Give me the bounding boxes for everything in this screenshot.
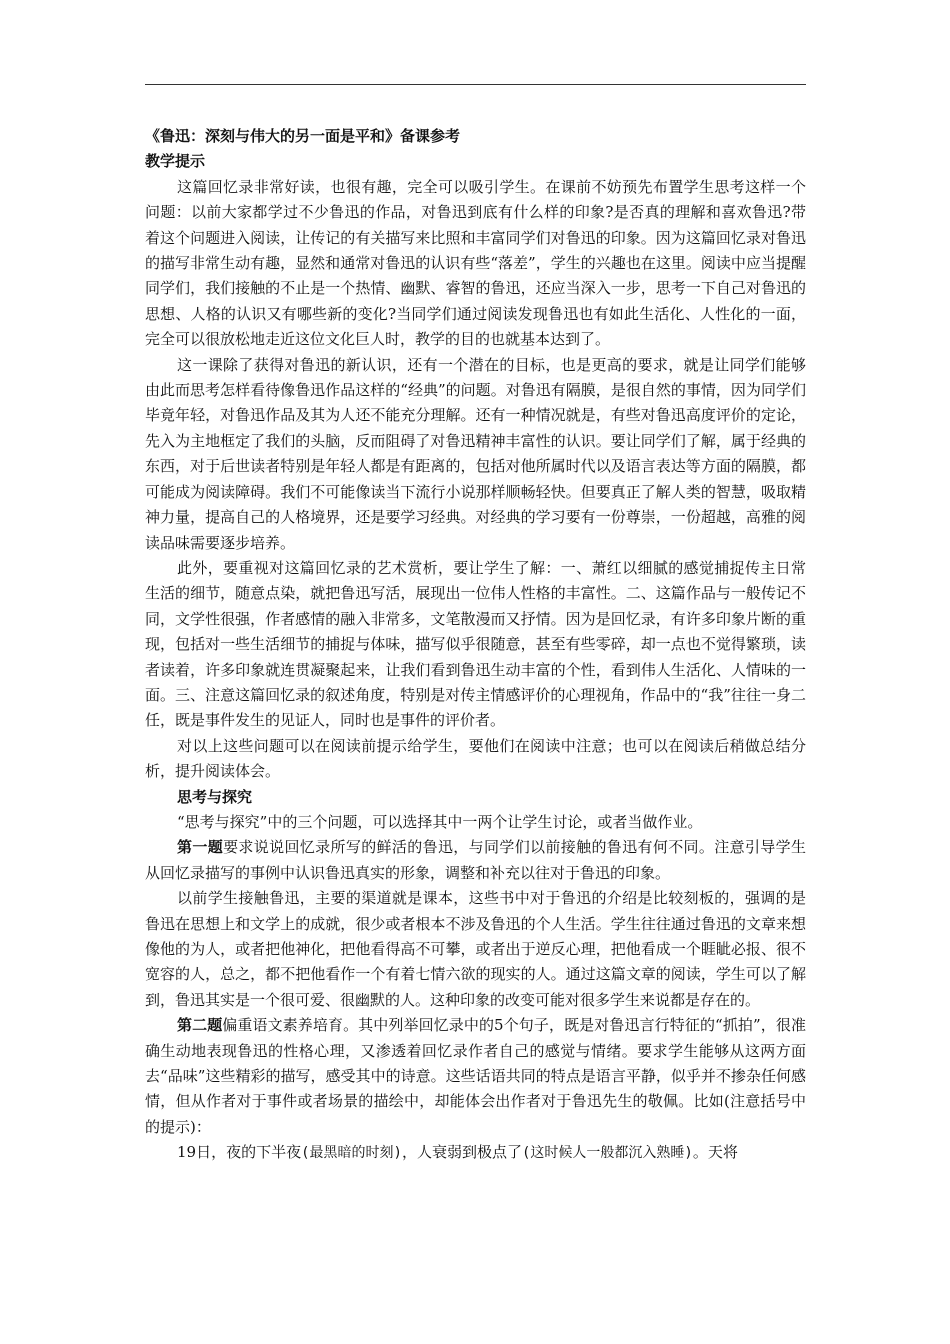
header-rule xyxy=(145,84,806,85)
question-two-paragraph xyxy=(145,1013,806,1140)
example-sentence xyxy=(145,1140,806,1166)
question-one-paragraph xyxy=(145,835,806,886)
example-text: 19日，夜的下半夜 xyxy=(177,1143,302,1162)
document-title: 《鲁迅：深刻与伟大的另一面是平和》备课参考 xyxy=(145,127,461,145)
question-one-text: 要求说说回忆录所写的鲜活的鲁迅，与同学们以前接触的鲁迅有何不同。注意引导学生从回忆录描写的事例中认识鲁迅真实的形象，调整和补充以往对于鲁迅的印象。 xyxy=(145,838,806,882)
document-body xyxy=(145,124,806,1167)
paragraph: 此外，要重视对这篇回忆录的艺术赏析，要让学生了解：一、萧红以细腻的感觉捕捉传主日常生活的细节，随意点染，就把鲁迅写活，展现出一位伟人性格的丰富性。二、这篇作品与一般传记不同，文学性很强，作者感情的融入非常多，文笔散漫而又抒情。因为是回忆录，有许多印象片断的重现，包括对一些生活细节的捕捉与体味，描写似乎很随意，甚至有些零碎，却一点也不觉得繁琐，读者读着，许多印象就连贯凝聚起来，让我们看到鲁迅生动丰富的个性，看到伟人生活化、人情味的一面。三、注意这篇回忆录的叙述角度，特别是对传主情感评价的心理视角，作品中的“我”往往一身二任，既是事件发生的见证人，同时也是事件的评价者。 xyxy=(145,558,806,730)
paragraph: 这篇回忆录非常好读，也很有趣，完全可以吸引学生。在课前不妨预先布置学生思考这样一个问题：以前大家都学过不少鲁迅的作品，对鲁迅到底有什么样的印象?是否真的理解和喜欢鲁迅?带着这个问题进入阅读，让传记的有关描写来比照和丰富同学们对鲁迅的印象。因为这篇回忆录对鲁迅的描写非常生动有趣，显然和通常对鲁迅的认识有些“落差”，学生的兴趣也在这里。阅读中应当提醒同学们，我们接触的不止是一个热情、幽默、睿智的鲁迅，还应当深入一步，思考一下自己对鲁迅的思想、人格的认识又有哪些新的变化?当同学们通过阅读发现鲁迅也有如此生活化、人性化的一面，完全可以很放松地走近这位文化巨人时，教学的目的也就基本达到了。 xyxy=(145,177,806,349)
question-one-label: 第一题 xyxy=(177,838,224,857)
section-heading-think-explore: 思考与探究 xyxy=(177,787,253,806)
paragraph: 对以上这些问题可以在阅读前提示给学生，要他们在阅读中注意；也可以在阅读后稍做总结分析，提升阅读体会。 xyxy=(145,736,806,781)
example-text: ，人衰弱到极点了 xyxy=(401,1143,522,1162)
paragraph: “思考与探究”中的三个问题，可以选择其中一两个让学生讨论，或者当做作业。 xyxy=(177,812,703,831)
paragraph: 这一课除了获得对鲁迅的新认识，还有一个潜在的目标，也是更高的要求，就是让同学们能够由此而思考怎样看待像鲁迅作品这样的“经典”的问题。对鲁迅有隔膜，是很自然的事情，因为同学们毕竟年轻，对鲁迅作品及其为人还不能充分理解。还有一种情况就是，有些对鲁迅高度评价的定论，先入为主地框定了我们的头脑，反而阻碍了对鲁迅精神丰富性的认识。要让同学们了解，属于经典的东西，对于后世读者特别是年轻人都是有距离的，包括对他所属时代以及语言表达等方面的隔膜，都可能成为阅读障碍。我们不可能像读当下流行小说那样顺畅轻快。但要真正了解人类的智慧，吸取精神力量，提高自己的人格境界，还是要学习经典。对经典的学习要有一份尊崇，一份超越，高雅的阅读品味需要逐步培养。 xyxy=(145,355,806,552)
example-note: (最黑暗的时刻) xyxy=(301,1145,402,1162)
question-two-label: 第二题 xyxy=(177,1016,223,1035)
example-text: 。天将 xyxy=(692,1143,738,1162)
paragraph: 以前学生接触鲁迅，主要的渠道就是课本，这些书中对于鲁迅的介绍是比较刻板的，强调的是鲁迅在思想上和文学上的成就，很少或者根本不涉及鲁迅的个人生活。学生往往通过鲁迅的文章来想像他的为人，或者把他神化，把他看得高不可攀，或者出于逆反心理，把他看成一个睚眦必报、很不宽容的人，总之，都不把他看作一个有着七情六欲的现实的人。通过这篇文章的阅读，学生可以了解到，鲁迅其实是一个很可爱、很幽默的人。这种印象的改变可能对很多学生来说都是存在的。 xyxy=(145,889,806,1009)
section-heading-teaching-tips: 教学提示 xyxy=(145,152,206,171)
example-note: (这时候人一般都沉入熟睡) xyxy=(521,1145,693,1162)
question-two-text: 偏重语文素养培育。其中列举回忆录中的5个句子，既是对鲁迅言行特征的“抓拍”，很准确生动地表现鲁迅的性格心理，又渗透着回忆录作者自己的感觉与情绪。要求学生能够从这两方面去“品味”这些精彩的描写，感受其中的诗意。这些话语共同的特点是语言平静，似乎并不掺杂任何感情，但从作者对于事件或者场景的描绘中，却能体会出作者对于鲁迅先生的敬佩。比如(注意括号中的提示)： xyxy=(145,1016,806,1136)
